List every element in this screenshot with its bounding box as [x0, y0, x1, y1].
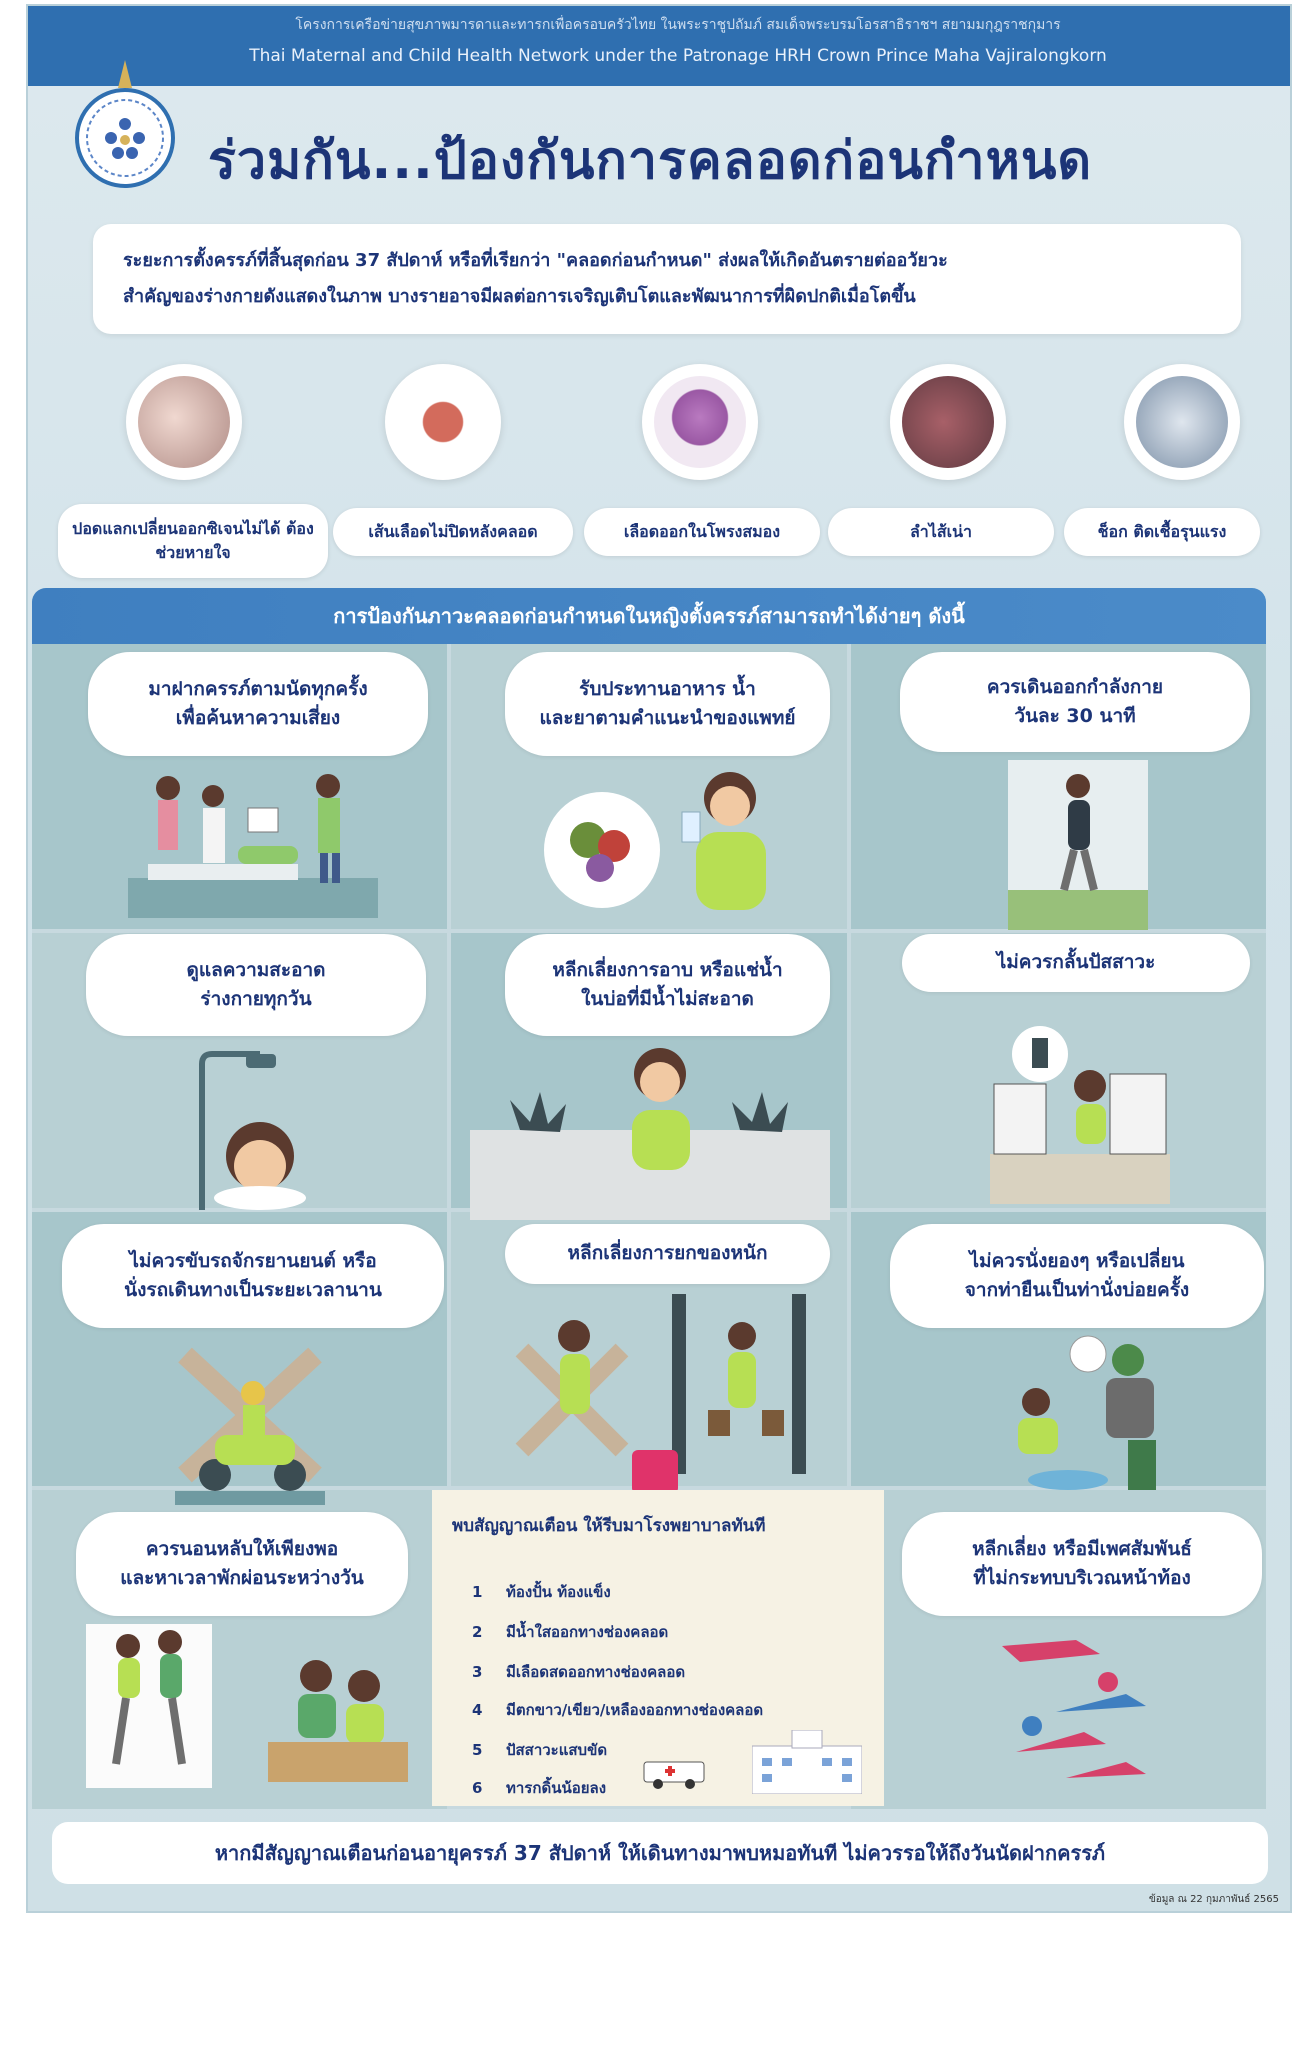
walking-illustration — [1008, 760, 1148, 930]
org-english: Thai Maternal and Child Health Network under the Patronage HRH Crown Prince Maha Vajiralongkorn — [249, 46, 1107, 66]
intro-line-1: ระยะการตั้งครรภ์ที่สิ้นสุดก่อน 37 สัปดาห์ หรือที่เรียกว่า "คลอดก่อนกำหนด" ส่งผลให้เกิดอันตรายต่ออวัยวะ — [123, 250, 948, 271]
complication-label-3: เลือดออกในโพรงสมอง — [584, 508, 820, 556]
intro-line-2: สำคัญของร่างกายดังแสดงในภาพ บางรายอาจมีผลต่อการเจริญเติบโตและพัฒนาการที่ผิดปกติเมื่อโตขึ้น — [123, 286, 916, 307]
intestine-icon — [890, 364, 1006, 480]
warning-title: พบสัญญาณเตือน ให้รีบมาโรงพยาบาลทันที — [452, 1516, 766, 1536]
lifting-illustration — [512, 1290, 822, 1500]
warning-item: 4 มีตกขาว/เขียว/เหลืองออกทางช่องคลอด — [472, 1701, 764, 1719]
footer-notice: หากมีสัญญาณเตือนก่อนอายุครรภ์ 37 สัปดาห์ ให้เดินทางมาพบหมอทันที ไม่ควรรอให้ถึงวันนัดฝากครรภ์ — [52, 1822, 1268, 1884]
warning-item: 2 มีน้ำใสออกทางช่องคลอด — [472, 1623, 669, 1641]
tip-nutrition: รับประทานอาหาร น้ำ และยาตามคำแนะนำของแพทย์ — [505, 652, 830, 756]
ambulance-icon — [642, 1756, 714, 1790]
lung-icon — [126, 364, 242, 480]
warning-signs-box — [432, 1490, 884, 1806]
network-logo-icon — [66, 58, 184, 188]
office-illustration — [990, 1024, 1180, 1204]
tip-urine: ไม่ควรกลั้นปัสสาวะ — [902, 934, 1250, 992]
tip-antenatal: มาฝากครรภ์ตามนัดทุกครั้ง เพื่อค้นหาความเสี่ยง — [88, 652, 428, 756]
resting-couple-illustration — [268, 1650, 408, 1790]
position-illustration — [996, 1632, 1156, 1792]
tip-travel: ไม่ควรขับรถจักรยานยนต์ หรือ นั่งรถเดินทางเป็นระยะเวลานาน — [62, 1224, 444, 1328]
warning-item: 6 ทารกดิ้นน้อยลง — [472, 1779, 607, 1797]
sleep-illustration — [86, 1624, 212, 1788]
tip-hygiene: ดูแลความสะอาด ร่างกายทุกวัน — [86, 934, 426, 1036]
tip-avoid-water: หลีกเลี่ยงการอาบ หรือแช่น้ำ ในบ่อที่มีน้ำไม่สะอาด — [505, 934, 830, 1036]
tip-heavy-lifting: หลีกเลี่ยงการยกของหนัก — [505, 1224, 830, 1284]
warning-item: 5 ปัสสาวะแสบขัด — [472, 1741, 608, 1759]
shower-illustration — [190, 1050, 310, 1210]
page-title: ร่วมกัน...ป้องกันการคลอดก่อนกำหนด — [208, 131, 1093, 191]
warning-item: 3 มีเลือดสดออกทางช่องคลอด — [472, 1663, 686, 1681]
heart-icon — [385, 364, 501, 480]
brain-icon — [642, 364, 758, 480]
date-stamp: ข้อมูล ณ 22 กุมภาพันธ์ 2565 — [1148, 1894, 1279, 1905]
tip-intercourse: หลีกเลี่ยง หรือมีเพศสัมพันธ์ ที่ไม่กระทบบริเวณหน้าท้อง — [902, 1512, 1262, 1616]
hospital-icon — [752, 1730, 862, 1794]
complication-label-2: เส้นเลือดไม่ปิดหลังคลอด — [333, 508, 573, 556]
tip-squat: ไม่ควรนั่งยองๆ หรือเปลี่ยน จากท่ายืนเป็นท่านั่งบ่อยครั้ง — [890, 1224, 1264, 1328]
food-water-illustration — [540, 760, 780, 910]
prevention-header: การป้องกันภาวะคลอดก่อนกำหนดในหญิงตั้งครรภ์สามารถทำได้ง่ายๆ ดังนี้ — [32, 588, 1266, 644]
org-thai: โครงการเครือข่ายสุขภาพมารดาและทารกเพื่อครอบครัวไทย ในพระราชูปถัมภ์ สมเด็จพระบรมโอรสาธิราชฯ สยามมกุฎราชกุมาร — [295, 17, 1061, 33]
clinic-illustration — [128, 768, 378, 918]
motorcycle-illustration — [175, 1345, 325, 1505]
tip-exercise: ควรเดินออกกำลังกาย วันละ 30 นาที — [900, 652, 1250, 752]
squat-illustration — [988, 1330, 1178, 1500]
complication-label-4: ลำไส้เน่า — [828, 508, 1054, 556]
warning-item: 1 ท้องปั้น ท้องแข็ง — [472, 1583, 611, 1601]
tip-rest: ควรนอนหลับให้เพียงพอ และหาเวลาพักผ่อนระหว่างวัน — [76, 1512, 408, 1616]
baby-icon — [1124, 364, 1240, 480]
complication-label-5: ช็อก ติดเชื้อรุนแรง — [1064, 508, 1260, 556]
complication-label-1: ปอดแลกเปลี่ยนออกซิเจนไม่ได้ ต้องช่วยหายใจ — [58, 504, 328, 578]
intro-box — [93, 224, 1241, 334]
top-banner — [28, 6, 1290, 86]
pond-illustration — [470, 1040, 830, 1220]
